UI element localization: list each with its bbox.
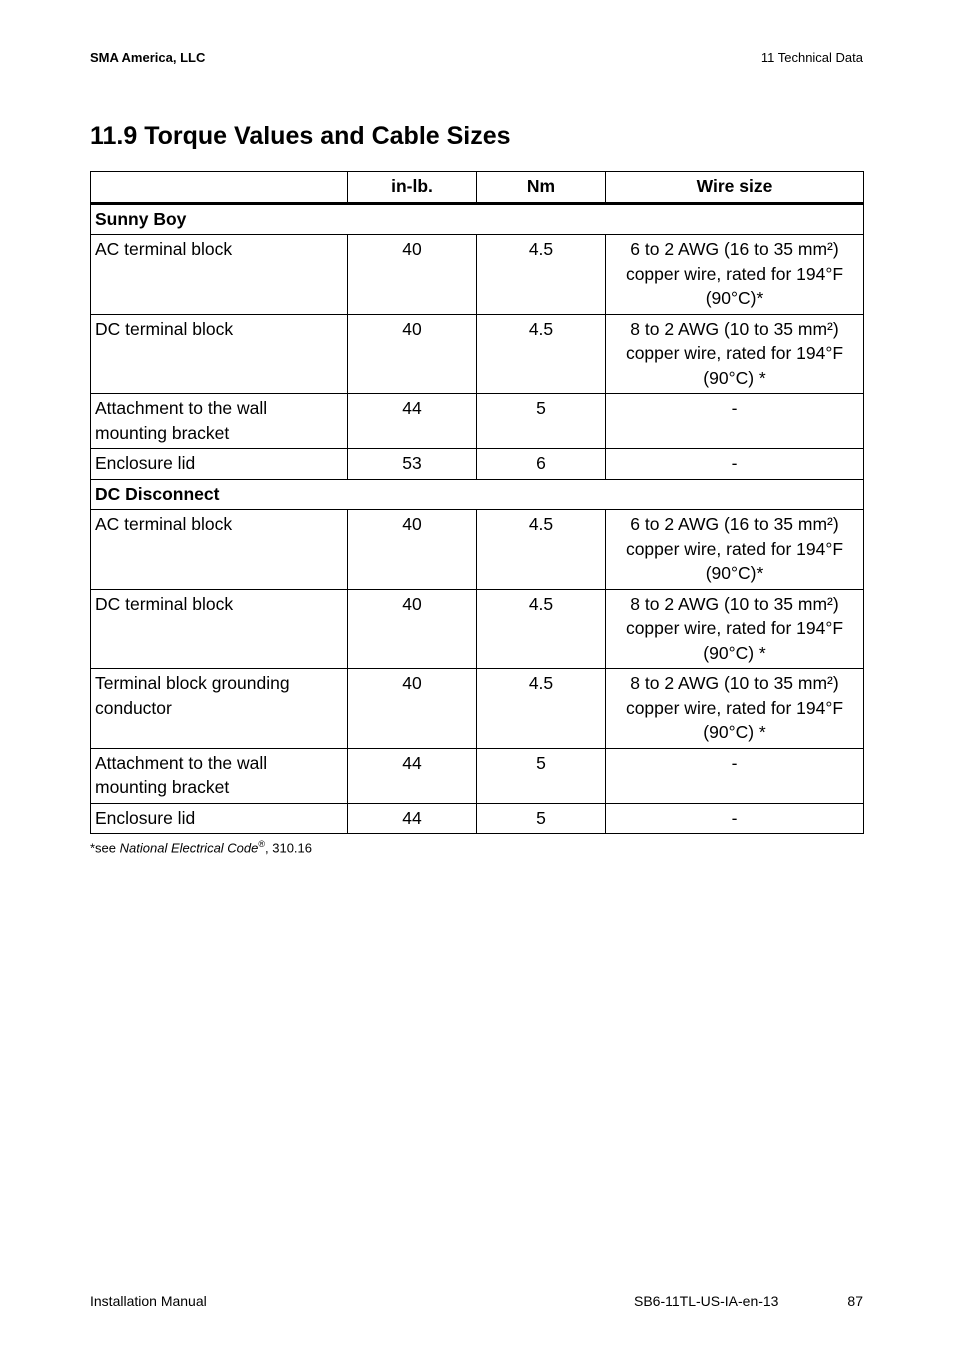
nm-cell: 4.5 [477, 314, 606, 394]
table-row [91, 394, 864, 449]
nm-cell: 5 [477, 803, 606, 834]
table-row [91, 235, 864, 315]
table-row [91, 314, 864, 394]
item-cell: AC terminal block [91, 510, 348, 590]
table-row [91, 589, 864, 669]
inlb-cell: 40 [348, 235, 477, 315]
footnote-prefix: *see [90, 840, 120, 856]
nm-cell: 5 [477, 394, 606, 449]
column-header-nm: Nm [477, 172, 606, 204]
item-cell: Attachment to the wall mounting bracket [91, 748, 348, 803]
section-label: DC Disconnect [91, 479, 864, 510]
table-row [91, 510, 864, 590]
inlb-cell: 40 [348, 510, 477, 590]
inlb-cell: 53 [348, 449, 477, 480]
inlb-cell: 40 [348, 314, 477, 394]
item-cell: Enclosure lid [91, 803, 348, 834]
footnote [90, 839, 312, 855]
item-cell: AC terminal block [91, 235, 348, 315]
wire-size-cell: - [606, 803, 864, 834]
footer-doc-id: SB6-11TL-US-IA-en-13 [634, 1293, 779, 1309]
wire-size-cell: 6 to 2 AWG (16 to 35 mm²) copper wire, rated for 194°F (90°C)* [606, 235, 864, 315]
torque-table [90, 171, 864, 834]
footnote-suffix: , 310.16 [265, 840, 313, 856]
wire-size-cell: 8 to 2 AWG (10 to 35 mm²) copper wire, rated for 194°F (90°C) * [606, 314, 864, 394]
section-title: 11.9 Torque Values and Cable Sizes [90, 122, 511, 150]
header-company: SMA America, LLC [90, 50, 206, 65]
section-row [91, 203, 864, 235]
nm-cell: 4.5 [477, 510, 606, 590]
column-header-item [91, 172, 348, 204]
table-row [91, 803, 864, 834]
column-header-inlb: in-lb. [348, 172, 477, 204]
wire-size-cell: 8 to 2 AWG (10 to 35 mm²) copper wire, rated for 194°F (90°C) * [606, 669, 864, 749]
item-cell: DC terminal block [91, 314, 348, 394]
footer-manual: Installation Manual [90, 1293, 207, 1309]
section-row [91, 479, 864, 510]
nm-cell: 5 [477, 748, 606, 803]
inlb-cell: 44 [348, 748, 477, 803]
nm-cell: 4.5 [477, 669, 606, 749]
item-cell: Terminal block grounding conductor [91, 669, 348, 749]
table-row [91, 748, 864, 803]
wire-size-cell: 6 to 2 AWG (16 to 35 mm²) copper wire, rated for 194°F (90°C)* [606, 510, 864, 590]
page-number: 87 [847, 1293, 863, 1309]
table-header-row [91, 172, 864, 204]
item-cell: Enclosure lid [91, 449, 348, 480]
inlb-cell: 40 [348, 669, 477, 749]
header-chapter: 11 Technical Data [760, 50, 863, 65]
wire-size-cell: 8 to 2 AWG (10 to 35 mm²) copper wire, rated for 194°F (90°C) * [606, 589, 864, 669]
item-cell: Attachment to the wall mounting bracket [91, 394, 348, 449]
section-label: Sunny Boy [91, 203, 864, 235]
inlb-cell: 40 [348, 589, 477, 669]
footnote-source: National Electrical Code [119, 840, 259, 856]
registered-mark: ® [258, 839, 266, 849]
nm-cell: 4.5 [477, 235, 606, 315]
wire-size-cell: - [606, 748, 864, 803]
wire-size-cell: - [606, 394, 864, 449]
inlb-cell: 44 [348, 394, 477, 449]
inlb-cell: 44 [348, 803, 477, 834]
item-cell: DC terminal block [91, 589, 348, 669]
table-row [91, 669, 864, 749]
nm-cell: 4.5 [477, 589, 606, 669]
wire-size-cell: - [606, 449, 864, 480]
table-row [91, 449, 864, 480]
nm-cell: 6 [477, 449, 606, 480]
column-header-wire-size: Wire size [606, 172, 864, 204]
